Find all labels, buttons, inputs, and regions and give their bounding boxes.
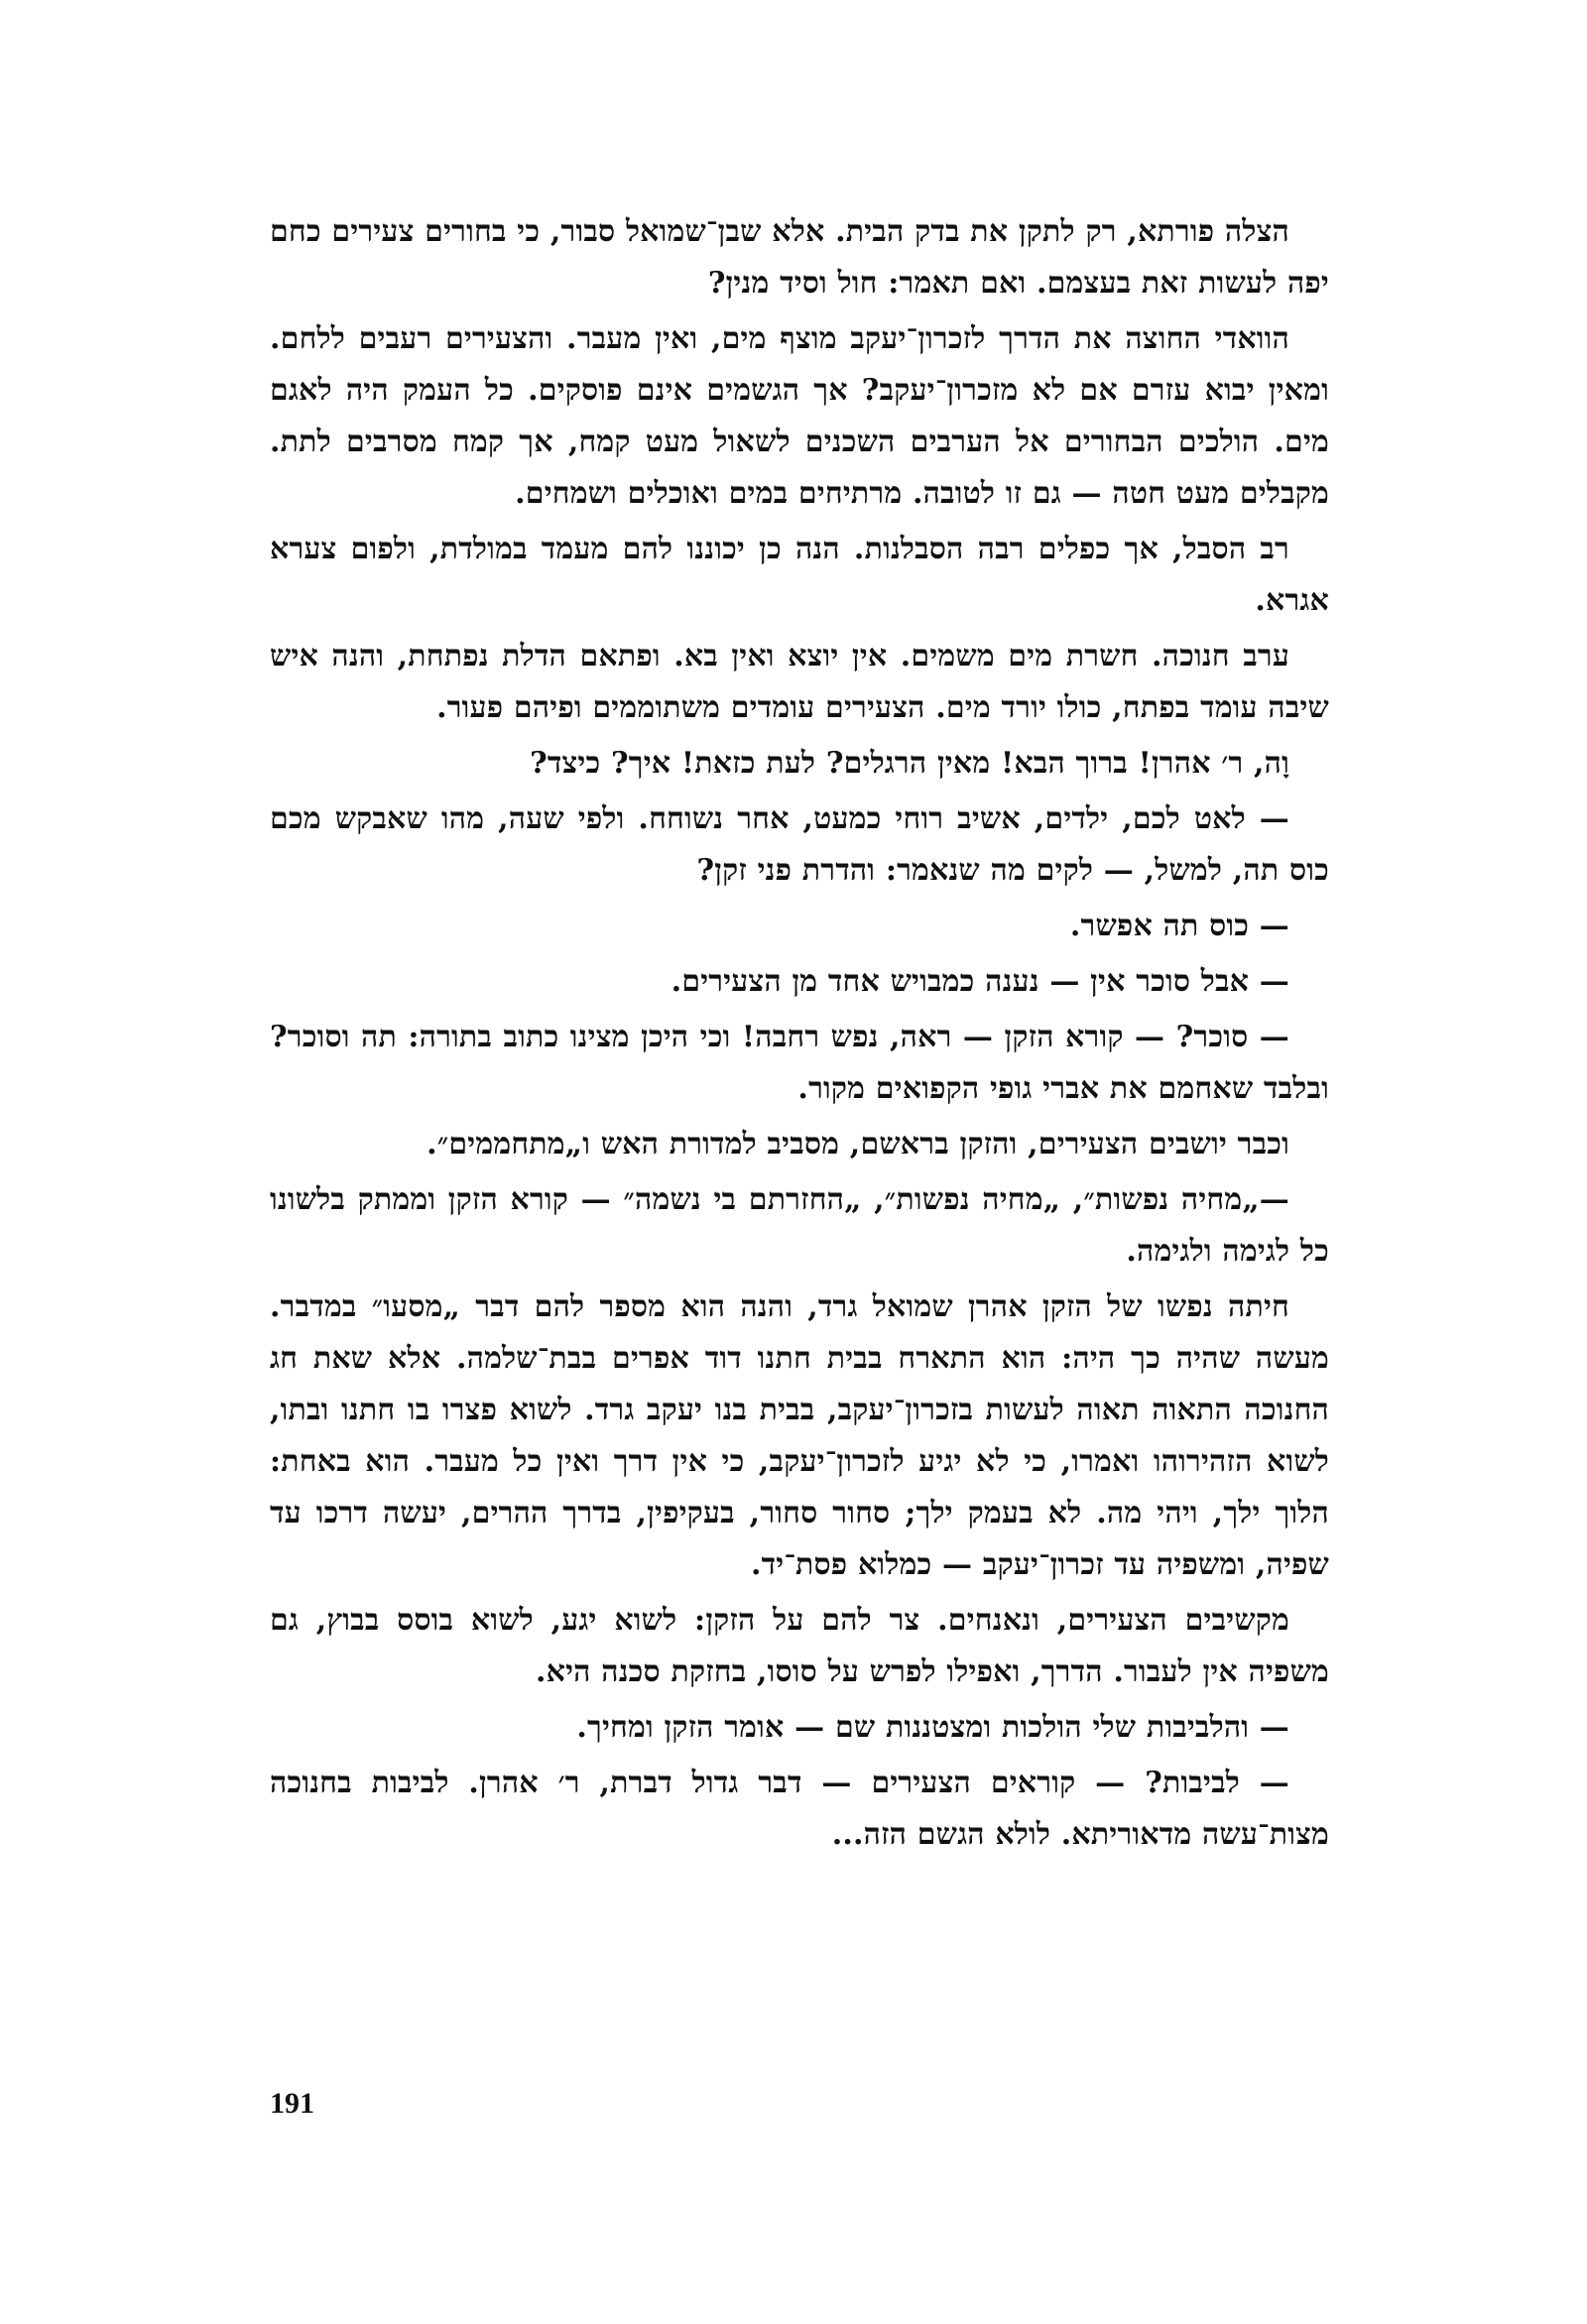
- page-text-block: [270, 206, 1329, 1861]
- paragraph: —„מחיה נפשות״, „מחיה נפשות״, „החזרתם בי נשמה״ — קורא הזקן וממתק בלשונו כל לגימה ולגימה.: [270, 1182, 1329, 1269]
- paragraph: — והלביבות שלי הולכות ומצטננות שם — אומר הזקן ומחיך.: [576, 1710, 1289, 1745]
- paragraph: מקשיבים הצעירים, ונאנחים. צר להם על הזקן: לשוא יגע, לשוא בוסס בבוץ, גם משפיה אין לעבור. הדרך, ואפילו לפרש על סוסו, בחזקת סכנה היא.: [270, 1603, 1329, 1689]
- paragraph: וָה, ר׳ אהרן! ברוך הבא! מאין הרגלים? לעת כזאת! איך? כיצד?: [530, 746, 1289, 781]
- page-number: 191: [270, 2087, 314, 2120]
- paragraph: — אבל סוכר אין — נענה כמבויש אחד מן הצעירים.: [671, 964, 1289, 999]
- paragraph: — כוס תה אפשר.: [1069, 909, 1289, 943]
- paragraph: וכבר יושבים הצעירים, והזקן בראשם, מסביב למדורת האש ו„מתחממים״.: [427, 1127, 1289, 1162]
- paragraph: — סוכר? — קורא הזקן — ראה, נפש רחבה! וכי היכן מצינו כתוב בתורה: תה וסוכר? ובלבד שאחמם את אברי גופי הקפואים מקור.: [270, 1020, 1329, 1106]
- paragraph: ערב חנוכה. חשרת מים משמים. אין יוצא ואין בא. ופתאם הדלת נפתחת, והנה איש שיבה עומד בפתח, כולו יורד מים. הצעירים עומדים משתוממים ופיהם פעור.: [270, 639, 1329, 725]
- paragraph: חיתה נפשו של הזקן אהרן שמואל גרד, והנה הוא מספר להם דבר „מסעו״ במדבר. מעשה שהיה כך היה: הוא התארח בבית חתנו דוד אפרים בבת־שלמה. אלא שאת חג החנוכה התאוה תאוה לעשות בזכרון־יעקב, בבית בנו יעקב גרד. לשוא פצרו בו חתנו ובתו, לשוא הזהירוהו ואמרו, כי לא יגיע לזכרון־יעקב, כי אין דרך ואין כל מעבר. הוא באחת: הלוך ילך, ויהי מה. לא בעמק ילך; סחור סחור, בעקיפין, בדרך ההרים, יעשה דרכו עד שפיה, ומשפיה עד זכרון־יעקב — כמלוא פסת־יד.: [270, 1289, 1329, 1582]
- paragraph: רב הסבל, אך כפלים רבה הסבלנות. הנה כן יכוננו להם מעמד במולדת, ולפום צערא אגרא.: [270, 532, 1329, 618]
- paragraph: הוואדי החוצה את הדרך לזכרון־יעקב מוצף מים, ואין מעבר. והצעירים רעבים ללחם. ומאין יבוא עזרם אם לא מזכרון־יעקב? אך הגשמים אינם פוסקים. כל העמק היה לאגם מים. הולכים הבחורים אל הערבים השכנים לשאול מעט קמח, אך קמח מסרבים לתת. מקבלים מעט חטה — גם זו לטובה. מרתיחים במים ואוכלים ושמחים.: [270, 321, 1329, 511]
- paragraph: הצלה פורתא, רק לתקן את בדק הבית. אלא שבן־שמואל סבור, כי בחורים צעירים כחם יפה לעשות זאת בעצמם. ואם תאמר: חול וסיד מנין?: [270, 214, 1329, 301]
- paragraph: — לאט לכם, ילדים, אשיב רוחי כמעט, אחר נשוחח. ולפי שעה, מהו שאבקש מכם כוס תה, למשל, — לקים מה שנאמר: והדרת פני זקן?: [270, 801, 1329, 888]
- paragraph: — לביבות? — קוראים הצעירים — דבר גדול דברת, ר׳ אהרן. לביבות בחנוכה מצות־עשה מדאוריתא. לולא הגשם הזה...: [270, 1766, 1329, 1852]
